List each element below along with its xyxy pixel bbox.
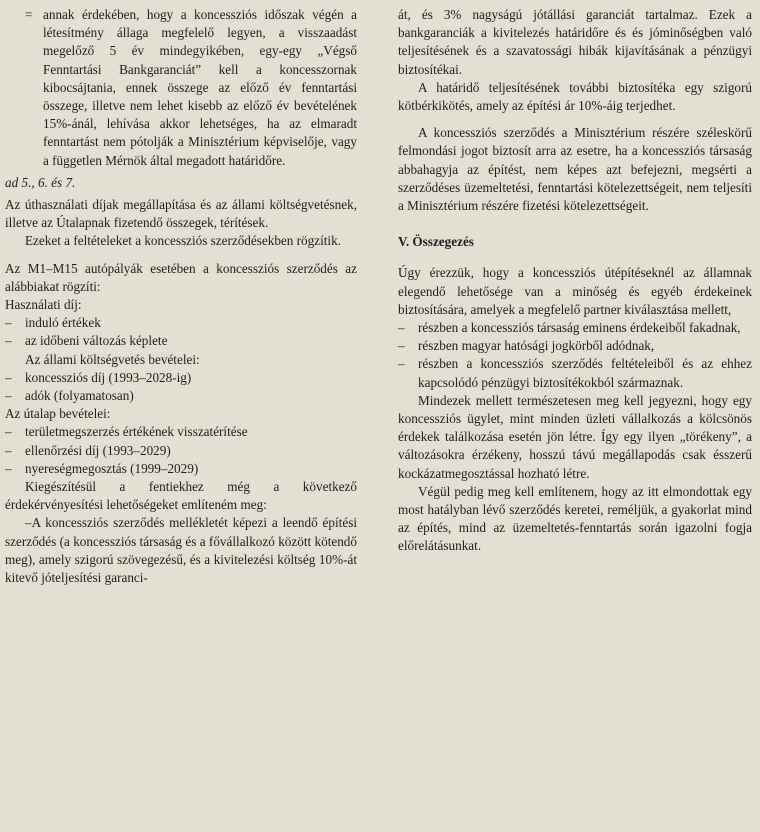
list-item: – induló értékek bbox=[5, 315, 101, 331]
paragraph-guarantee: át, és 3% nagyságú jótállási garanciát tartalmaz. Ezek a bankgaranciák a kivitelezés határidőre és és jóminőségben való teljesítésének és a szavatossági hibák kijavításának a pénzügyi biztosítékai. bbox=[398, 7, 752, 77]
state-budget-label: Az állami költségvetés bevételei: bbox=[25, 351, 200, 367]
list-item: – nyereségmegosztás (1999–2029) bbox=[5, 460, 199, 476]
paragraph-fees: Az úthasználati díjak megállapítása és az állami költségvetésnek, illetve az Útalapnak fizetendő összegek, térítések. bbox=[5, 197, 357, 231]
paragraph-m1-m15: Az M1–M15 autópályák esetében a koncessziós szerződés az alábbiakat rögzíti: bbox=[5, 260, 357, 294]
section-heading: V. Összegezés bbox=[398, 234, 474, 250]
paragraph-termination: A koncessziós szerződés a Minisztérium részére széleskörű felmondási jogot biztosít arra az esetre, ha a koncessziós társaság abbahagyja az építést, nem képes azt befejezni, megsérti a szerződéses üzemeltetési, fenntartási kötelezettségeit, nem teljesíti a Minisztérium részére fizetési kötelezettségeit. bbox=[398, 125, 752, 214]
right-column bbox=[398, 6, 752, 556]
usage-fee-label: Használati díj: bbox=[5, 297, 82, 313]
list-item: – területmegszerzés értékének visszatérítése bbox=[5, 424, 248, 440]
road-fund-label: Az útalap bevételei: bbox=[5, 406, 111, 422]
paragraph-conditions: Ezeket a feltételeket a koncessziós szerződésekben rögzítik. bbox=[25, 233, 341, 249]
paragraph-summary: Úgy érezzük, hogy a koncessziós útépítéseknél az államnak elegendő lehetősége van a minőség és egyéb érdekeinek biztosítására, amelyek a megfelelő partner kiválasztása mellett, bbox=[398, 265, 752, 317]
ad-reference: ad 5., 6. és 7. bbox=[5, 174, 76, 190]
list-item: – részben magyar hatósági jogkörből adódnak, bbox=[398, 338, 655, 354]
equals-list-item bbox=[5, 6, 357, 170]
list-item: – koncessziós díj (1993–2028-ig) bbox=[5, 369, 192, 385]
list-item: – az időbeni változás képlete bbox=[5, 333, 168, 349]
paragraph-annex: –A koncessziós szerződés mellékletét képezi a leendő építési szerződés (a koncessziós társaság és a fővállalkozó között kötendő meg), amely szigorú szövegezésű, és a kivitelezési költség 10%-át kitevő jóteljesítési garanci- bbox=[5, 515, 357, 586]
paragraph-closing: Végül pedig meg kell említenem, hogy az itt elmondottak egy most hatályban lévő szerződés keretei, reméljük, a gyakorlat mind az építés, mind az üzemeltetés-fenntartás során igazolni fogja előrelátásunkat. bbox=[398, 483, 752, 554]
equals-item-text: annak érdekében, hogy a koncessziós időszak végén a létesítmény állaga megfelelő legyen, a visszaadást megelőző 5 év mindegyikében, egy-egy „Végső Fenntartási Bankgaranciát” kell a koncesszornak kibocsájtania, ennek összege az előző év fenntartási összege, illetve nem lehet kisebb az előző év bevételének 15%-ánál, lehívása akkor lehetséges, ha az elmaradt fenntartást nem pótolják a Minisztérium képviselője, vagy a független Mérnök által megadott határidőre. bbox=[43, 7, 357, 168]
equals-marker: = bbox=[25, 7, 33, 22]
list-item: – adók (folyamatosan) bbox=[5, 388, 134, 404]
paragraph-risk: Mindezek mellett természetesen meg kell jegyezni, hogy egy koncessziós ügylet, mint minden üzleti vállalkozás a kölcsönös érdekek találkozása esetén jön létre. Így egy ilyen „törékeny”, a változásokra érzékeny, hosszú távú megállapodás csak ésszerű kockázatmegosztással hozható létre. bbox=[398, 392, 752, 481]
paragraph-penalty: A határidő teljesítésének további biztosítéka egy szigorú kötbérkikötés, amely az építési ár 10%-áig terjedhet. bbox=[398, 79, 752, 114]
left-column bbox=[5, 6, 357, 587]
paragraph-supplement: Kiegészítésül a fentiekhez még a következő érdekérvényesítési lehetőségeket említeném meg: bbox=[5, 479, 357, 513]
list-item: – ellenőrzési díj (1993–2029) bbox=[5, 442, 171, 458]
list-item: – részben a koncessziós szerződés feltételeiből és az ehhez kapcsolódó pénzügyi biztosítékokból származnak. bbox=[398, 356, 752, 390]
list-item: – részben a koncessziós társaság eminens érdekeiből fakadnak, bbox=[398, 320, 741, 336]
